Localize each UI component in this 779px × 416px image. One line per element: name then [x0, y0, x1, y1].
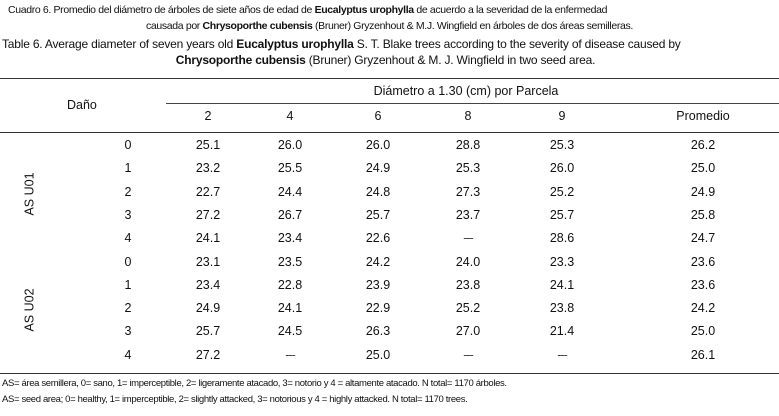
damage-level: 2 — [124, 301, 132, 316]
caption-en-line2: Chrysoporthe cubensis (Bruner) Gryzenhout & M. J. Wingfield in two seed area. — [175, 53, 596, 67]
caption-en-line1: Table 6. Average diameter of seven years old Eucalyptus urophylla S. T. Blake trees according to the severity of disease caused by — [2, 37, 681, 51]
table-cell: 24.2 — [690, 301, 716, 316]
table-cell: 23.6 — [690, 254, 716, 269]
table-bottom-rule — [0, 373, 779, 374]
damage-level: 3 — [124, 324, 132, 339]
table-cell: --- — [285, 347, 295, 362]
table-cell: 23.5 — [277, 254, 303, 269]
damage-level: 3 — [124, 207, 132, 222]
table-cell: --- — [463, 231, 473, 246]
table-cell: --- — [463, 347, 473, 362]
damage-level: 4 — [124, 231, 132, 246]
table-cell: 23.7 — [455, 207, 481, 222]
damage-level: 2 — [124, 184, 132, 199]
table-cell: 25.0 — [690, 161, 716, 176]
column-header: 2 — [204, 109, 212, 123]
column-header: Promedio — [676, 109, 730, 123]
table-cell: 23.6 — [690, 277, 716, 292]
table-cell: 23.4 — [195, 277, 221, 292]
table-cell: 25.5 — [277, 161, 303, 176]
table-cell: 24.9 — [690, 184, 716, 199]
damage-level: 0 — [124, 254, 132, 269]
damage-level: 4 — [124, 347, 132, 362]
table-cell: 22.8 — [277, 277, 303, 292]
seed-area-label: AS U02 — [22, 288, 37, 332]
table-cell: 25.3 — [455, 161, 481, 176]
table-cell: 26.1 — [690, 347, 716, 362]
footnote-en: AS= seed area; 0= healthy, 1= imperceptible, 2= slightly attacked, 3= notorious y 4 = highly attacked. N total= 1170 trees. — [2, 394, 468, 405]
row-header-dano: Daño — [67, 98, 97, 112]
table-cell: 27.0 — [455, 324, 481, 339]
column-header: 9 — [558, 109, 566, 123]
table-cell: 24.2 — [365, 254, 391, 269]
table-cell: 27.2 — [195, 347, 221, 362]
table-cell: 25.1 — [195, 138, 221, 152]
table-cell: 24.1 — [195, 231, 221, 246]
damage-level: 1 — [124, 161, 132, 176]
seed-area-label: AS U01 — [22, 172, 37, 216]
table-cell: 24.0 — [455, 254, 481, 269]
header-bottom-rule — [0, 132, 779, 133]
table-cell: 23.4 — [277, 231, 303, 246]
table-cell: 25.7 — [549, 207, 575, 222]
table-cell: 26.0 — [549, 161, 575, 176]
table-cell: 25.7 — [195, 324, 221, 339]
table-cell: 24.9 — [195, 301, 221, 316]
table-cell: 23.8 — [455, 277, 481, 292]
column-header: 6 — [374, 109, 382, 123]
damage-level: 0 — [124, 138, 132, 152]
table-cell: 23.8 — [549, 301, 575, 316]
table-cell: 24.4 — [277, 184, 303, 199]
caption-es-line2: causada por Chrysoporthe cubensis (Bruner) Gryzenhout & M.J. Wingfield en árboles de dos áreas semilleras. — [146, 20, 633, 32]
table-cell: 22.7 — [195, 184, 221, 199]
table-cell: 23.9 — [365, 277, 391, 292]
table-cell: 25.8 — [690, 207, 716, 222]
table-cell: 26.7 — [277, 207, 303, 222]
footnote-es: AS= área semillera, 0= sano, 1= imperceptible, 2= ligeramente atacado, 3= notorio y 4 = altamente atacado. N total= 1170 árboles. — [2, 378, 507, 389]
table-cell: 27.2 — [195, 207, 221, 222]
caption-es-line1: Cuadro 6. Promedio del diámetro de árboles de siete años de edad de Eucalyptus urophylla de acuerdo a la severidad de la enfermedad — [8, 4, 608, 16]
group-header-diametro: Diámetro a 1.30 (cm) por Parcela — [373, 84, 559, 98]
table-cell: 21.4 — [549, 324, 575, 339]
table-cell: 25.0 — [690, 324, 716, 339]
table-cell: 27.3 — [455, 184, 481, 199]
table-cell: 25.2 — [549, 184, 575, 199]
table-cell: --- — [557, 347, 567, 362]
table-cell: 26.2 — [690, 138, 716, 152]
table-cell: 22.9 — [365, 301, 391, 316]
table-cell: 25.7 — [365, 207, 391, 222]
table-cell: 24.1 — [277, 301, 303, 316]
table-cell: 26.3 — [365, 324, 391, 339]
table-cell: 25.0 — [365, 347, 391, 362]
table-cell: 24.1 — [549, 277, 575, 292]
table-cell: 28.6 — [549, 231, 575, 246]
damage-level: 1 — [124, 277, 132, 292]
column-header: 4 — [286, 109, 294, 123]
table-cell: 25.3 — [549, 138, 575, 152]
table-cell: 23.3 — [549, 254, 575, 269]
table-cell: 23.1 — [195, 254, 221, 269]
table-cell: 25.2 — [455, 301, 481, 316]
table-top-rule — [0, 78, 779, 79]
header-sub-rule — [166, 103, 779, 104]
table-cell: 24.9 — [365, 161, 391, 176]
table-cell: 26.0 — [365, 138, 391, 152]
table-cell: 28.8 — [455, 138, 481, 152]
table-cell: 22.6 — [365, 231, 391, 246]
column-header: 8 — [464, 109, 472, 123]
table-cell: 24.5 — [277, 324, 303, 339]
table-cell: 26.0 — [277, 138, 303, 152]
table-cell: 24.7 — [690, 231, 716, 246]
table-cell: 24.8 — [365, 184, 391, 199]
table-cell: 23.2 — [195, 161, 221, 176]
